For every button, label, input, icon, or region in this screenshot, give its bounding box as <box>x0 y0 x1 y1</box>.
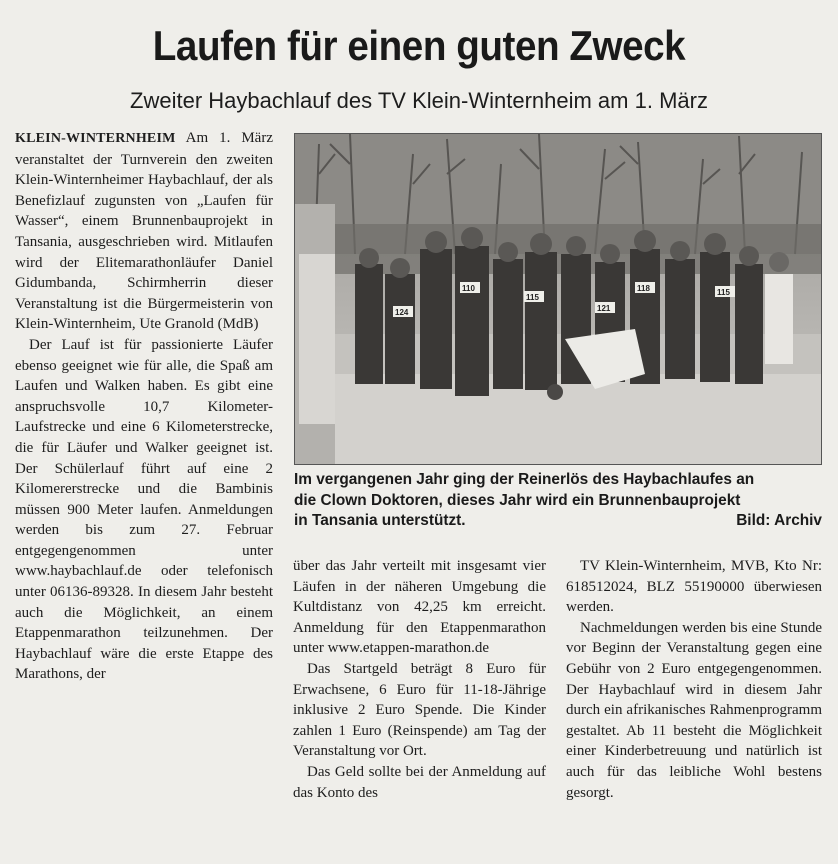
caption-line-3: in Tansania unterstützt. <box>294 512 466 529</box>
subheadline: Zweiter Haybachlauf des TV Klein-Winternheim am 1. März <box>130 88 708 113</box>
caption-line-1: Im vergangenen Jahr ging der Reinerlös des Haybachlaufes an <box>294 471 755 488</box>
bib-number: 115 <box>717 288 730 297</box>
bib-number: 115 <box>526 293 539 302</box>
bib-number: 121 <box>597 304 611 313</box>
bib-number: 124 <box>395 308 409 317</box>
caption-line-2: die Clown Doktoren, dieses Jahr wird ein Brunnenbauprojekt <box>294 491 741 509</box>
paragraph-intro <box>15 128 273 335</box>
bib-number: 118 <box>637 284 650 293</box>
article-column-1 <box>15 128 273 685</box>
paragraph-payment: Das Geld sollte bei der Anmeldung auf das Konto des <box>293 763 546 801</box>
article-column-2 <box>293 556 546 803</box>
paragraph-marathon: über das Jahr verteilt mit insgesamt vier Läufen in der näheren Umgebung die Kultdistanz von 42,25 km erreicht. Anmeldung für den Etappenmarathon unter www.etappen-marathon.de <box>293 558 546 657</box>
intro-text: Am 1. März veranstaltet der Turnverein den zweiten Klein-Winternheimer Haybachlauf, der als Benefizlauf zugunsten von „Laufen für Wasser“, einem Brunnenbauprojekt in Tansania, ausgeschrieben wird. Mitlaufen wird der Elitemarathonläufer Daniel Gidumbanda, Schirmherrin dieser Veranstaltung ist die Bürgermeisterin von Klein-Winternheim, Ute Granold (MdB) <box>15 130 273 333</box>
photo-credit: Bild: Archiv <box>736 512 822 529</box>
headline: Laufen für einen guten Zweck <box>152 22 686 69</box>
paragraph-course: Der Lauf ist für passionierte Läufer ebenso geeignet wie für alle, die Spaß am Laufen und Walken haben. Es gibt eine anspruchsvolle 10,7 Kilometer-Laufstrecke und eine 6 Kilometerstrecke, die für Läufer und Walker geeignet ist. Der Schülerlauf führt auf eine 2 Kilomererstrecke und die Bambinis müssen 900 Meter laufen. Anmeldungen werden bis zum 27. Februar entgegengenommen unter www.haybachlauf.de oder telefonisch unter 06136-89328. In diesem Jahr besteht auch die Möglichkeit, an einem Etappenmarathon teilzunehmen. Der Haybachlauf wäre die erste Etappe des Marathons, der <box>15 336 273 683</box>
photo-caption <box>294 470 822 532</box>
bib-number: 110 <box>462 284 475 293</box>
article-column-3 <box>566 556 822 803</box>
paragraph-account: TV Klein-Winternheim, MVB, Kto Nr: 618512024, BLZ 55190000 überwiesen werden. <box>566 558 822 616</box>
paragraph-late-registration: Nachmeldungen werden bis eine Stunde vor Beginn der Veranstaltung gegen eine Gebühr von 2 Euro entgegengenommen. Der Haybachlauf wird in diesem Jahr durch ein afrikanisches Rahmenprogramm gestaltet. Ab 11 besteht die Möglichkeit einer Kinderbetreuung und natürlich ist auch für das leibliche Wohl bestens gesorgt. <box>566 619 822 801</box>
paragraph-fee: Das Startgeld beträgt 8 Euro für Erwachsene, 6 Euro für 11-18-Jährige inklusive 2 Euro Spende. Die Kinder zahlen 1 Euro (Reinspende) am Tag der Veranstaltung vor Ort. <box>293 660 546 760</box>
dateline: KLEIN-WINTERNHEIM <box>15 131 176 146</box>
race-photo <box>294 133 822 465</box>
